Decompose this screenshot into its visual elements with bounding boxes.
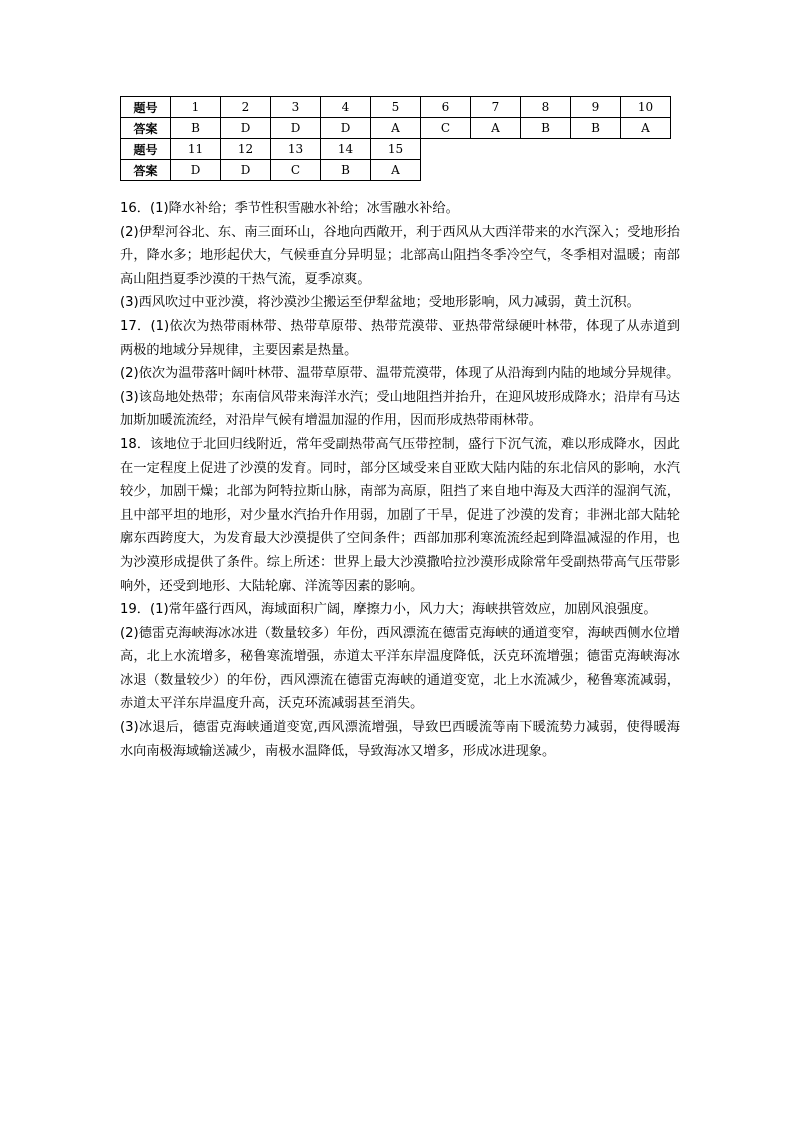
- table-row: [121, 118, 671, 139]
- table-cell: B: [521, 118, 571, 139]
- table-cell: 2: [221, 97, 271, 118]
- table-cell: B: [571, 118, 621, 139]
- table-cell: A: [471, 118, 521, 139]
- table-cell: 4: [321, 97, 371, 118]
- table-cell: 6: [421, 97, 471, 118]
- table-cell: 14: [321, 139, 371, 160]
- table-cell: 9: [571, 97, 621, 118]
- answer-table: [120, 96, 671, 181]
- table-cell: D: [271, 118, 321, 139]
- table-cell: 13: [271, 139, 321, 160]
- table-row: [121, 139, 671, 160]
- row-label: 题号: [121, 139, 171, 160]
- row-label: 答案: [121, 118, 171, 139]
- table-cell: B: [321, 160, 371, 181]
- table-cell: 11: [171, 139, 221, 160]
- paragraph: 16．(1)降水补给；季节性积雪融水补给；冰雪融水补给。: [120, 201, 459, 216]
- table-cell: A: [371, 160, 421, 181]
- table-cell: B: [171, 118, 221, 139]
- paragraph: (3)西风吹过中亚沙漠，将沙漠沙尘搬运至伊犁盆地；受地形影响，风力减弱，黄土沉积。: [120, 295, 640, 311]
- table-cell: 15: [371, 139, 421, 160]
- table-row: [121, 160, 671, 181]
- table-cell: 8: [521, 97, 571, 118]
- table-cell: 7: [471, 97, 521, 118]
- table-cell: D: [221, 118, 271, 139]
- table-cell: 3: [271, 97, 321, 118]
- table-cell: 5: [371, 97, 421, 118]
- answer-explanations: [120, 197, 680, 763]
- paragraph: (2)德雷克海峡海冰冰进（数量较多）年份，西风漂流在德雷克海峡的通道变窄，海峡西侧水位增高，北上水流增多，秘鲁寒流增强，赤道太平洋东岸温度降低，沃克环流增强；德雷克海峡海冰冰退（数量较少）的年份，西风漂流在德雷克海峡的通道变宽，北上水流减少，秘鲁寒流减弱，赤道太平洋东岸温度升高，沃克环流减弱甚至消失。: [120, 625, 680, 712]
- paragraph: (3)冰退后，德雷克海峡通道变宽,西风漂流增强，导致巴西暖流等南下暖流势力减弱，使得暖海水向南极海域输送减少，南极水温降低，导致海冰又增多，形成冰进现象。: [120, 720, 680, 759]
- paragraph: (3)该岛地处热带；东南信风带来海洋水汽；受山地阻挡并抬升，在迎风坡形成降水；沿岸有马达加斯加暖流流经，对沿岸气候有增温加湿的作用，因而形成热带雨林带。: [120, 389, 680, 429]
- table-cell: A: [371, 118, 421, 139]
- row-label: 题号: [121, 97, 171, 118]
- table-cell: 1: [171, 97, 221, 118]
- paragraph: (2)伊犁河谷北、东、南三面环山，谷地向西敞开，利于西风从大西洋带来的水汽深入；受地形抬升，降水多；地形起伏大，气候垂直分异明显；北部高山阻挡冬季冷空气，冬季相对温暖；南部高山阻挡夏季沙漠的干热气流，夏季凉爽。: [120, 224, 680, 287]
- paragraph: (2)依次为温带落叶阔叶林带、温带草原带、温带荒漠带，体现了从沿海到内陆的地域分异规律。: [120, 366, 680, 382]
- row-label: 答案: [121, 160, 171, 181]
- paragraph: 17．(1)依次为热带雨林带、热带草原带、热带荒漠带、亚热带常绿硬叶林带，体现了从赤道到两极的地域分异规律，主要因素是热量。: [120, 318, 680, 358]
- table-cell: C: [271, 160, 321, 181]
- table-cell: D: [171, 160, 221, 181]
- table-cell: D: [321, 118, 371, 139]
- table-row: [121, 97, 671, 118]
- table-cell: A: [621, 118, 671, 139]
- paragraph: 18．该地位于北回归线附近，常年受副热带高气压带控制，盛行下沉气流，难以形成降水，因此在一定程度上促进了沙漠的发育。同时，部分区域受来自亚欧大陆内陆的东北信风的影响，水汽较少，加剧干燥；北部为阿特拉斯山脉，南部为高原，阻挡了来自地中海及大西洋的湿润气流，且中部平坦的地形，对少量水汽抬升作用弱，加剧了干旱，促进了沙漠的发育；非洲北部大陆轮廓东西跨度大，为发育最大沙漠提供了空间条件；西部加那利寒流流经起到降温减湿的作用，也为沙漠形成提供了条件。综上所述：世界上最大沙漠撒哈拉沙漠形成除常年受副热带高气压带影响外，还受到地形、大陆轮廓、洋流等因素的影响。: [120, 436, 680, 594]
- table-cell: C: [421, 118, 471, 139]
- table-cell: D: [221, 160, 271, 181]
- table-cell: 12: [221, 139, 271, 160]
- table-cell: 10: [621, 97, 671, 118]
- paragraph: 19．(1)常年盛行西风，海域面积广阔，摩擦力小，风力大；海峡拱管效应，加剧风浪强度。: [120, 602, 657, 618]
